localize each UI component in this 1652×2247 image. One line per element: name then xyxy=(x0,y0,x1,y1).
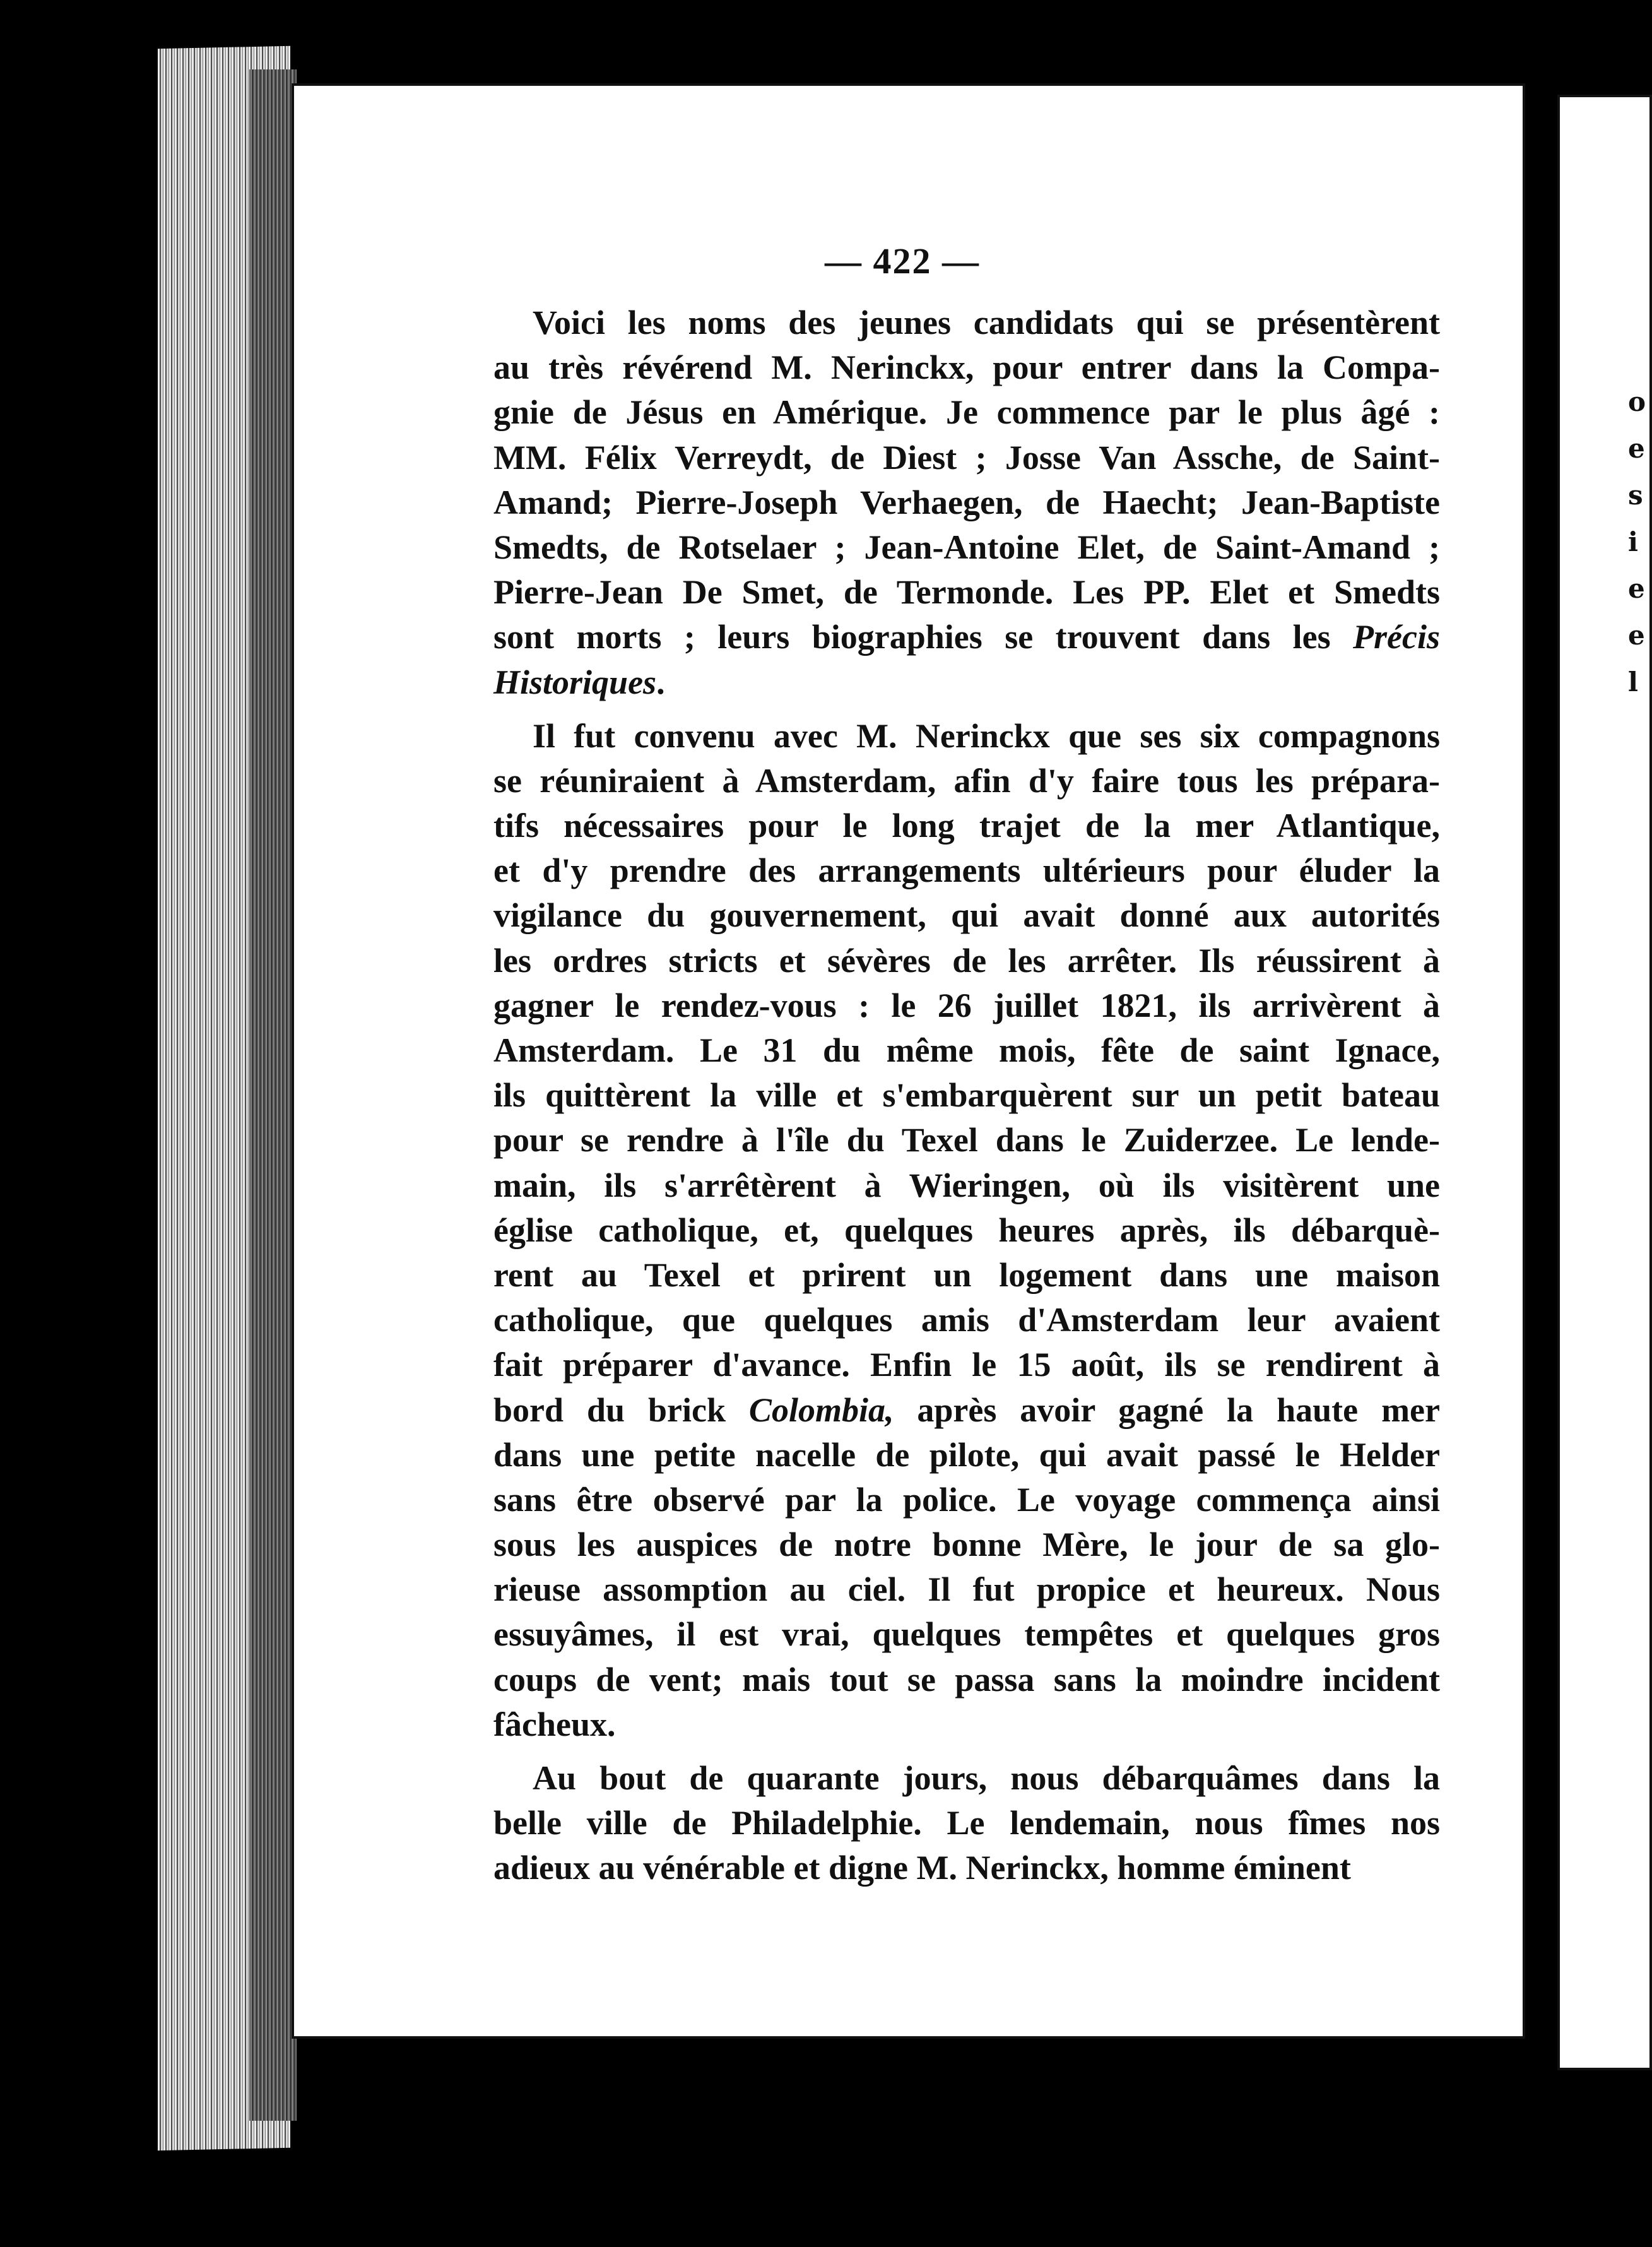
text-line xyxy=(493,1163,1440,1208)
facing-page-glyph: l xyxy=(1628,667,1638,697)
text-segment: essuyâmes, il est vrai, quelques tempêtes et quelques gros xyxy=(493,1615,1440,1654)
text-segment: sans être observé par la police. Le voyage commença ainsi xyxy=(493,1480,1440,1519)
text-line xyxy=(493,436,1440,480)
paragraph xyxy=(493,300,1440,705)
text-segment: les ordres stricts et sévères de les arrêter. Ils réussirent à xyxy=(493,941,1440,980)
text-segment: dans une petite nacelle de pilote, qui avait passé le Helder xyxy=(493,1435,1440,1474)
text-segment: rieuse assomption au ciel. Il fut propice et heureux. Nous xyxy=(493,1570,1440,1609)
text-line xyxy=(493,1028,1440,1073)
text-segment: tifs nécessaires pour le long trajet de la mer Atlantique, xyxy=(493,807,1440,845)
facing-page-text-fragments xyxy=(1628,379,1646,706)
text-line xyxy=(493,300,1440,345)
page-edges-shadow xyxy=(249,69,297,2121)
text-segment: . xyxy=(656,663,665,701)
text-line xyxy=(493,1756,1440,1801)
text-line xyxy=(493,345,1440,390)
facing-page-glyph: e xyxy=(1628,620,1645,651)
text-segment: pour se rendre à l'île du Texel dans le Zuiderzee. Le lende- xyxy=(493,1121,1440,1159)
text-line xyxy=(493,1298,1440,1343)
facing-page-glyph: i xyxy=(1628,526,1638,557)
text-line xyxy=(493,1702,1440,1747)
text-segment: Au bout de quarante jours, nous débarquâmes dans la xyxy=(533,1759,1440,1797)
text-segment: gnie de Jésus en Amérique. Je commence par le plus âgé : xyxy=(493,393,1440,432)
text-segment: au très révérend M. Nerinckx, pour entrer dans la Compa- xyxy=(493,348,1440,387)
text-line xyxy=(493,525,1440,570)
text-segment: ils quittèrent la ville et s'embarquèrent sur un petit bateau xyxy=(493,1076,1440,1115)
text-line xyxy=(493,983,1440,1028)
text-segment: se réuniraient à Amsterdam, afin d'y faire tous les prépara- xyxy=(493,761,1440,800)
text-segment: adieux au vénérable et digne M. Nerinckx, homme éminent xyxy=(493,1849,1351,1887)
text-segment: église catholique, et, quelques heures après, ils débarquè- xyxy=(493,1211,1440,1249)
paragraph-gap xyxy=(493,705,1440,714)
paragraph xyxy=(493,1756,1440,1891)
text-line xyxy=(493,803,1440,848)
text-segment: main, ils s'arrêtèrent à Wieringen, où ils visitèrent une xyxy=(493,1166,1440,1204)
paragraph xyxy=(493,714,1440,1747)
text-line xyxy=(493,1343,1440,1387)
text-segment: Pierre-Jean De Smet, de Termonde. Les PP. Elet et Smedts xyxy=(493,573,1440,612)
text-line xyxy=(493,390,1440,435)
text-segment: et d'y prendre des arrangements ultérieurs pour éluder la xyxy=(493,851,1440,890)
italic-text: Historiques xyxy=(493,663,657,701)
text-line xyxy=(493,1657,1440,1702)
facing-page-glyph: e xyxy=(1628,573,1645,604)
text-segment: Voici les noms des jeunes candidats qui se présentèrent xyxy=(533,304,1440,341)
text-line xyxy=(493,1118,1440,1163)
text-line xyxy=(493,1208,1440,1253)
text-segment: MM. Félix Verreydt, de Diest ; Josse Van Assche, de Saint- xyxy=(493,438,1440,477)
facing-page-glyph: e xyxy=(1628,433,1645,464)
text-line xyxy=(493,1478,1440,1522)
text-line xyxy=(493,848,1440,893)
italic-text: Précis xyxy=(1353,618,1440,656)
text-segment: belle ville de Philadelphie. Le lendemain, nous fîmes nos xyxy=(493,1804,1440,1842)
text-line xyxy=(493,1612,1440,1657)
text-line xyxy=(493,759,1440,803)
text-line xyxy=(493,480,1440,525)
text-segment: Amand; Pierre-Joseph Verhaegen, de Haecht; Jean-Baptiste xyxy=(493,483,1440,521)
text-line xyxy=(493,1522,1440,1567)
text-segment: fait préparer d'avance. Enfin le 15 août, ils se rendirent à xyxy=(493,1346,1440,1384)
text-segment: rent au Texel et prirent un logement dans une maison xyxy=(493,1255,1440,1294)
text-line xyxy=(493,1567,1440,1612)
text-line xyxy=(493,660,1440,705)
text-segment: Amsterdam. Le 31 du même mois, fête de saint Ignace, xyxy=(493,1031,1440,1069)
body-text xyxy=(493,300,1440,1891)
text-segment: bord du brick xyxy=(493,1390,749,1429)
text-line xyxy=(493,893,1440,938)
text-line xyxy=(493,1846,1440,1890)
text-line xyxy=(493,1073,1440,1118)
page-number: — 422 — xyxy=(825,240,980,282)
text-line xyxy=(493,570,1440,615)
paragraph-gap xyxy=(493,1747,1440,1756)
facing-page-glyph: s xyxy=(1628,480,1643,511)
facing-page-glyph: o xyxy=(1628,386,1646,417)
text-segment: sont morts ; leurs biographies se trouvent dans les xyxy=(493,618,1354,656)
text-segment: sous les auspices de notre bonne Mère, le jour de sa glo- xyxy=(493,1526,1440,1564)
text-segment: coups de vent; mais tout se passa sans la moindre incident xyxy=(493,1660,1440,1699)
text-segment: gagner le rendez-vous : le 26 juillet 1821, ils arrivèrent à xyxy=(493,986,1440,1024)
italic-text: Colombia, xyxy=(748,1390,894,1429)
text-line xyxy=(493,714,1440,759)
text-line xyxy=(493,939,1440,983)
text-line xyxy=(493,1253,1440,1298)
text-line xyxy=(493,1433,1440,1478)
text-line xyxy=(493,1388,1440,1433)
text-segment: Smedts, de Rotselaer ; Jean-Antoine Elet, de Saint-Amand ; xyxy=(493,528,1440,566)
text-segment: après avoir gagné la haute mer xyxy=(894,1390,1440,1429)
text-segment: fâcheux. xyxy=(493,1705,616,1743)
text-segment: Il fut convenu avec M. Nerinckx que ses six compagnons xyxy=(533,716,1440,755)
text-line xyxy=(493,615,1440,660)
text-segment: vigilance du gouvernement, qui avait donné aux autorités xyxy=(493,896,1440,935)
text-line xyxy=(493,1801,1440,1846)
text-segment: catholique, que quelques amis d'Amsterdam leur avaient xyxy=(493,1301,1440,1339)
